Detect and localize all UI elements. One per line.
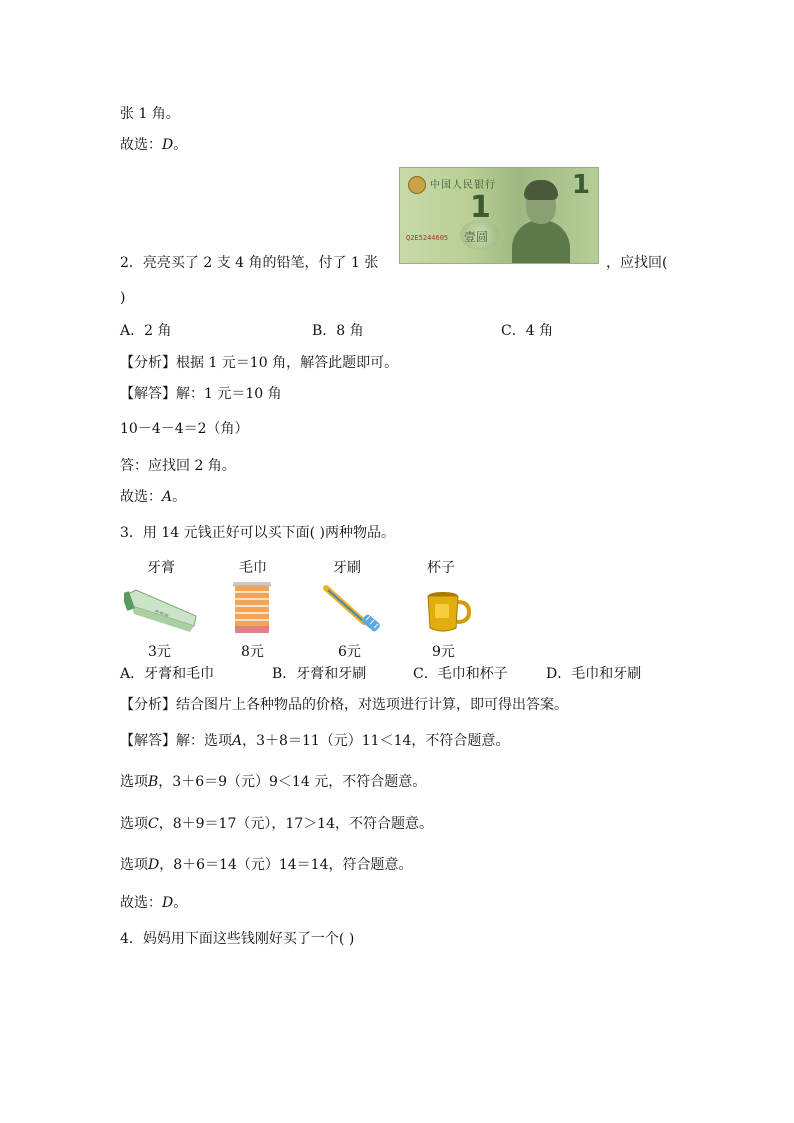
- question-2-option-c: C．4 角: [501, 323, 554, 339]
- question-3-answer-b: [120, 773, 426, 791]
- choose-suffix: 。: [172, 489, 187, 505]
- question-2-calc: 10－4－4＝2（角）: [120, 421, 249, 437]
- question-3-option-a: A．牙膏和毛巾: [120, 666, 215, 682]
- question-2-option-b: B．8 角: [312, 323, 364, 339]
- portrait-icon: [510, 178, 572, 264]
- denomination-top: 1: [571, 170, 590, 200]
- choose-suffix: 。: [173, 895, 188, 911]
- toothpaste-icon: [124, 586, 202, 636]
- answer-prefix: 【解答】解：选项: [120, 733, 232, 749]
- answer-rest: ，3＋8＝11（元）11＜14，不符合题意。: [242, 733, 510, 749]
- item-name-toothbrush: 牙刷: [333, 560, 361, 576]
- question-4-stem: 4．妈妈用下面这些钱刚好买了一个( ): [120, 931, 355, 947]
- svg-text:≈≈≈: ≈≈≈: [153, 607, 170, 620]
- item-name-toothpaste: 牙膏: [147, 560, 175, 576]
- serial-number: Q2E5244605: [406, 234, 449, 242]
- answer-line: [120, 136, 187, 154]
- option-letter: A: [232, 733, 243, 749]
- answer-prefix: 故选：: [120, 137, 162, 153]
- choose-letter: A: [162, 489, 173, 505]
- item-price-cup: 9元: [432, 644, 455, 660]
- question-3-choose: [120, 894, 187, 912]
- question-2-stem-b: ，应找回(: [606, 255, 668, 271]
- item-price-toothpaste: 3元: [148, 644, 171, 660]
- choose-prefix: 故选：: [120, 895, 162, 911]
- question-2-paren: ): [120, 290, 126, 306]
- question-3-answer-c: [120, 815, 433, 833]
- towel-icon: [231, 580, 273, 636]
- cup-icon: [425, 590, 471, 634]
- banknote-image: [399, 167, 599, 264]
- question-2-result: 答：应找回 2 角。: [120, 458, 236, 474]
- option-letter: B: [148, 774, 159, 790]
- item-name-cup: 杯子: [427, 560, 455, 576]
- answer-letter: D: [162, 137, 174, 153]
- question-3-answer-d: [120, 856, 413, 874]
- answer-rest: ，8＋9＝17（元），17＞14，不符合题意。: [158, 816, 433, 832]
- answer-prefix: 选项: [120, 774, 148, 790]
- answer-prefix: 选项: [120, 857, 148, 873]
- question-2-stem-a: 2．亮亮买了 2 支 4 角的铅笔，付了 1 张: [120, 255, 379, 271]
- yuan-text: 壹圆: [464, 230, 489, 244]
- answer-suffix: 。: [173, 137, 188, 153]
- question-3-option-d: D．毛巾和牙刷: [546, 666, 642, 682]
- answer-rest: ，3＋6＝9（元）9＜14 元，不符合题意。: [158, 774, 427, 790]
- option-letter: D: [148, 857, 160, 873]
- question-3-analysis: 【分析】结合图片上各种物品的价格，对选项进行计算，即可得出答案。: [120, 697, 568, 713]
- question-2-analysis: 【分析】根据 1 元＝10 角，解答此题即可。: [120, 355, 399, 371]
- item-price-towel: 8元: [241, 644, 264, 660]
- item-price-toothbrush: 6元: [338, 644, 361, 660]
- question-3-option-b: B．牙膏和牙刷: [272, 666, 367, 682]
- denomination-mid: 1: [470, 190, 491, 225]
- bank-name: 中国人民银行: [430, 180, 496, 191]
- question-2-answer: 【解答】解：1 元＝10 角: [120, 386, 282, 402]
- toothbrush-icon: [322, 584, 384, 638]
- question-2-choose: [120, 488, 186, 506]
- answer-prefix: 选项: [120, 816, 148, 832]
- question-2-option-a: A．2 角: [120, 323, 172, 339]
- answer-rest: ，8＋6＝14（元）14＝14，符合题意。: [159, 857, 413, 873]
- choose-prefix: 故选：: [120, 489, 162, 505]
- text-line: 张 1 角。: [120, 106, 180, 122]
- national-emblem-icon: [408, 176, 426, 194]
- question-3-option-c: C．毛巾和杯子: [413, 666, 508, 682]
- question-3-answer-a: [120, 732, 509, 750]
- option-letter: C: [148, 816, 159, 832]
- item-name-towel: 毛巾: [239, 560, 267, 576]
- question-3-stem: 3．用 14 元钱正好可以买下面( )两种物品。: [120, 525, 395, 541]
- choose-letter: D: [162, 895, 174, 911]
